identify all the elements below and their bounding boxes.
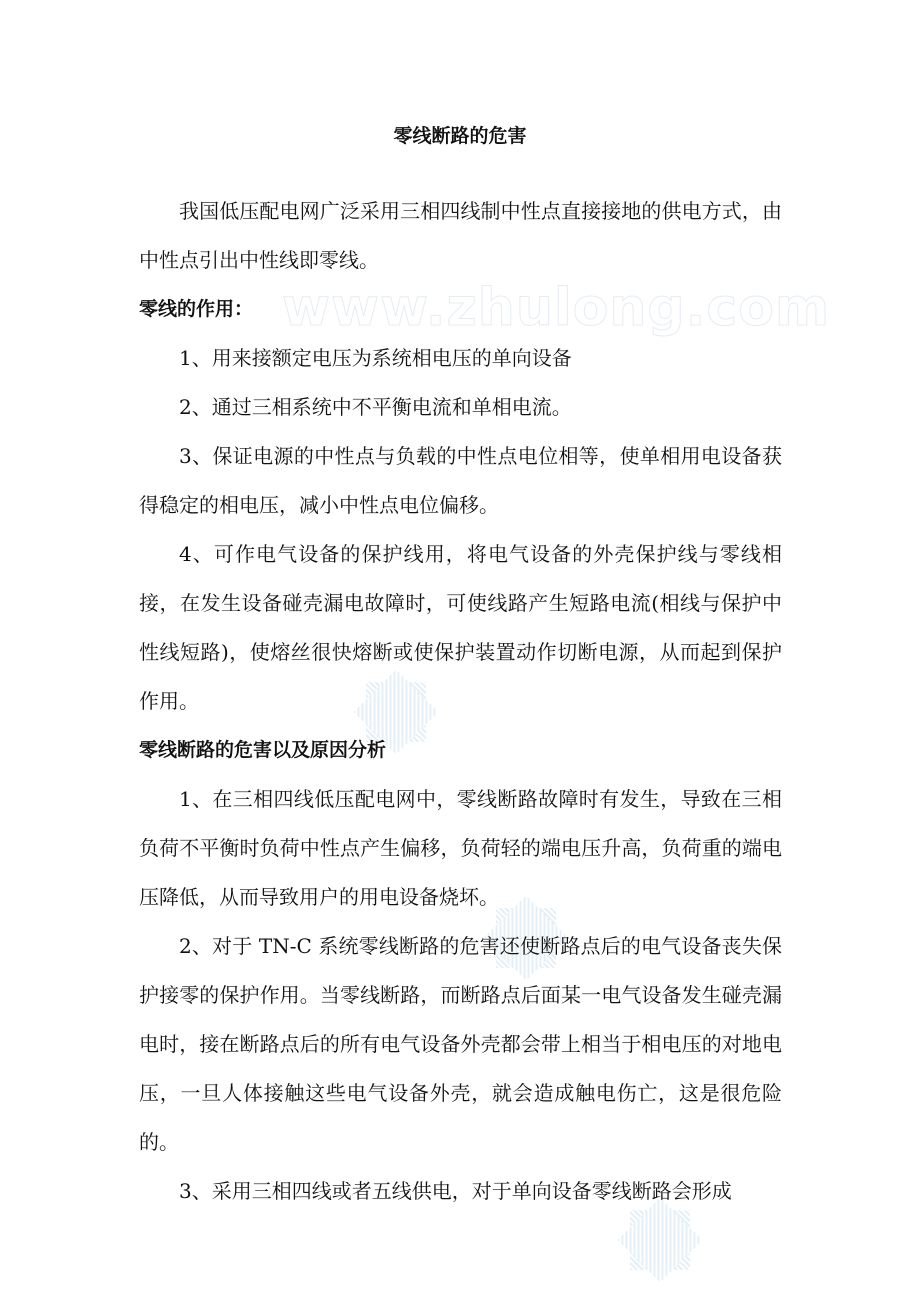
section-heading-hazard-analysis: 零线断路的危害以及原因分析 xyxy=(139,739,387,761)
list-item-paragraph: 3、采用三相四线或者五线供电，对于单向设备零线断路会形成 xyxy=(179,1179,732,1203)
document-title: 零线断路的危害 xyxy=(393,125,527,147)
watermark-text: www.zhulong.com xyxy=(282,278,831,338)
list-item-paragraph: 4、可作电气设备的保护线用，将电气设备的外壳保护线与零线相接，在发生设备碰壳漏电故障时，可使线路产生短路电流(相线与保护中性线短路)，使熔丝很快熔断或使保护装置动作切断电源，从而起到保护作用。 xyxy=(139,542,782,713)
section-heading-neutral-function: 零线的作用： xyxy=(139,298,254,320)
list-item-paragraph: 2、对于 TN-C 系统零线断路的危害还使断路点后的电气设备丧失保护接零的保护作用。当零线断路，而断路点后面某一电气设备发生碰壳漏电时，接在断路点后的所有电气设备外壳都会带上相当于相电压的对地电压，一旦人体接触这些电气设备外壳，就会造成触电伤亡，这是很危险的。 xyxy=(139,934,782,1154)
intro-paragraph: 我国低压配电网广泛采用三相四线制中性点直接接地的供电方式，由中性点引出中性线即零线。 xyxy=(139,199,782,272)
document-body xyxy=(139,187,782,1216)
watermark-star-icon xyxy=(630,1210,690,1270)
list-item-paragraph: 1、在三相四线低压配电网中，零线断路故障时有发生，导致在三相负荷不平衡时负荷中性点产生偏移，负荷轻的端电压升高，负荷重的端电压降低，从而导致用户的用电设备烧坏。 xyxy=(139,787,782,909)
list-item-paragraph: 2、通过三相系统中不平衡电流和单相电流。 xyxy=(179,395,572,419)
list-item-paragraph: 3、保证电源的中性点与负载的中性点电位相等，使单相用电设备获得稳定的相电压，减小中性点电位偏移。 xyxy=(139,444,782,517)
list-item-paragraph: 1、用来接额定电压为系统相电压的单向设备 xyxy=(179,346,572,370)
